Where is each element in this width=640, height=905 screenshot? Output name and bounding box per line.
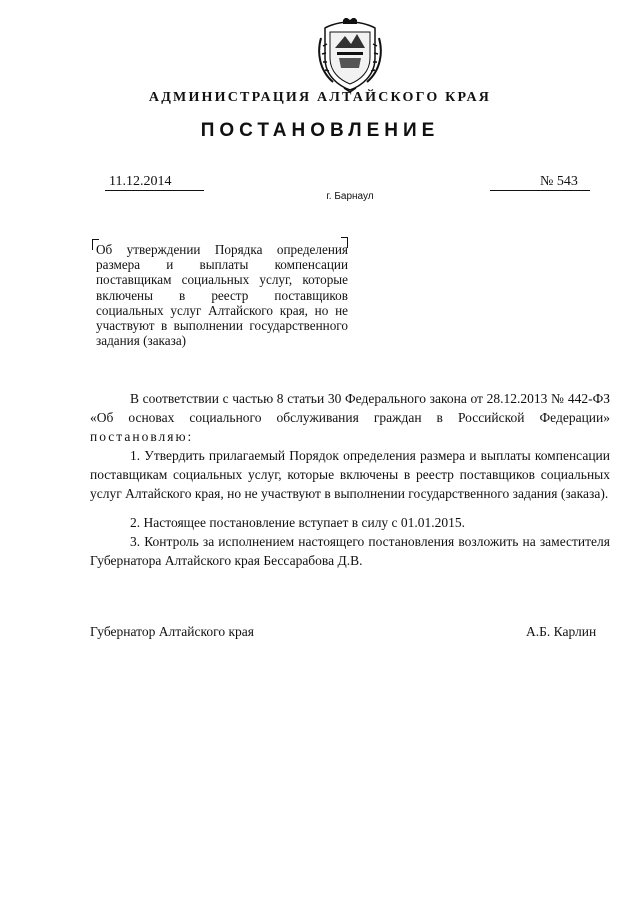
clause-3: 3. Контроль за исполнением настоящего постановления возложить на заместителя Губернатора Алтайского края Бессарабова Д.В. — [90, 534, 610, 568]
document-city: г. Барнаул — [326, 191, 374, 202]
signatory-name: А.Б. Карлин — [526, 624, 597, 639]
clause-1: 1. Утвердить прилагаемый Порядок определения размера и выплаты компенсации поставщикам социальных услуг, которые включены в реестр поставщиков социальных услуг Алтайского края, но не участвуют в выполнении государственного задания (заказа). — [90, 448, 610, 501]
document-number: № 543 — [490, 174, 590, 191]
document-type-title: ПОСТАНОВЛЕНИЕ — [200, 120, 440, 141]
preamble-paragraph — [90, 389, 610, 446]
preamble-text: В соответствии с частью 8 статьи 30 Федерального закона от 28.12.2013 № 442-ФЗ «Об основах социального обслуживания граждан в Российской Федерации» — [90, 391, 610, 425]
signatory-title: Губернатор Алтайского края — [90, 624, 254, 639]
clause-2: 2. Настоящее постановление вступает в силу с 01.01.2015. — [130, 515, 466, 530]
document-subject: Об утверждении Порядка определения размера и выплаты компенсации поставщикам социальных услуг, которые включены в реестр поставщиков социальных услуг Алтайского края, но не участвуют в выполнении государственного задания (заказа) — [96, 242, 348, 349]
coat-of-arms-emblem — [315, 18, 385, 94]
document-date: 11.12.2014 — [105, 174, 204, 191]
organization-name: АДМИНИСТРАЦИЯ АЛТАЙСКОГО КРАЯ — [148, 90, 492, 105]
decree-word: постановляю: — [90, 429, 194, 444]
